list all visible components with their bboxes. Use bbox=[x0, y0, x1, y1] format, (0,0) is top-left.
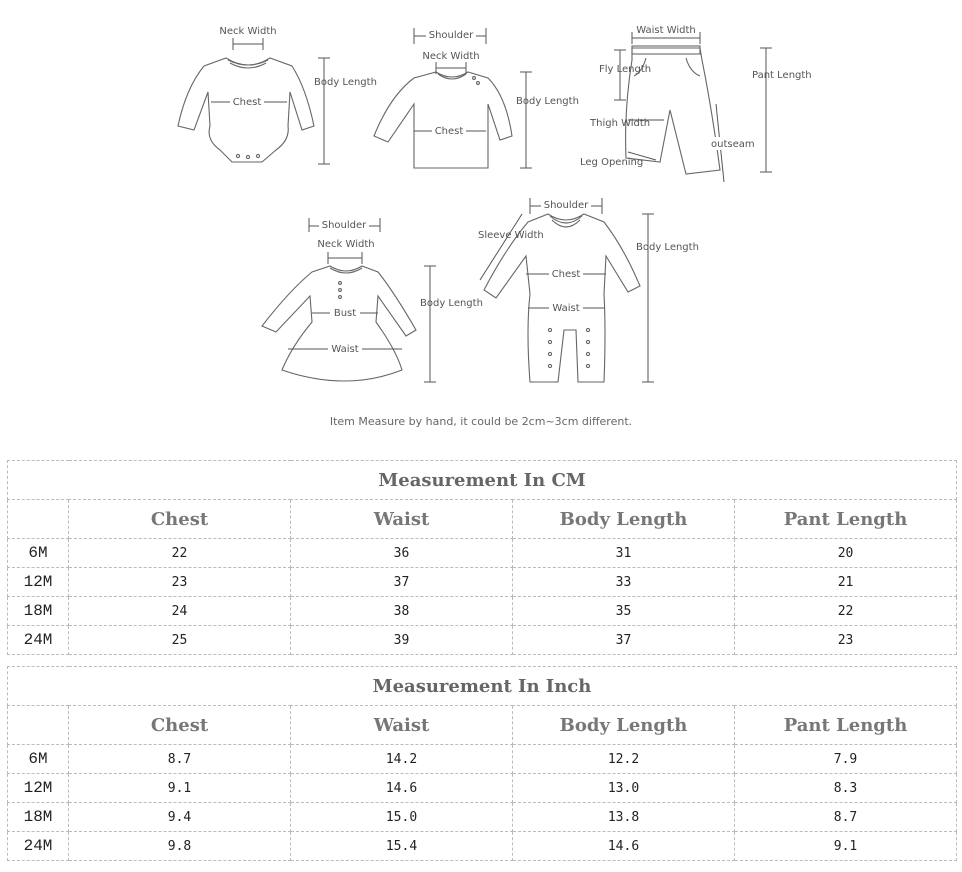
button-dot bbox=[339, 296, 342, 299]
value-cell: 21 bbox=[735, 568, 957, 597]
table-row bbox=[8, 597, 957, 626]
value-cell: 9.1 bbox=[69, 774, 291, 803]
bodysuit-collar bbox=[228, 60, 268, 65]
value-cell: 37 bbox=[513, 626, 735, 655]
table-title-row bbox=[8, 461, 957, 500]
pants-leg-opening-label: Leg Opening bbox=[580, 157, 644, 168]
table-title: Measurement In Inch bbox=[8, 667, 957, 706]
snap-dot bbox=[586, 328, 589, 331]
value-cell: 23 bbox=[69, 568, 291, 597]
value-cell: 14.6 bbox=[513, 832, 735, 861]
bodysuit-diagram bbox=[178, 26, 377, 164]
pants-diagram bbox=[580, 25, 812, 182]
value-cell: 12.2 bbox=[513, 745, 735, 774]
header-cell: Chest bbox=[69, 500, 291, 539]
header-cell: Body Length bbox=[513, 500, 735, 539]
value-cell: 22 bbox=[735, 597, 957, 626]
button-dot bbox=[339, 289, 342, 292]
button-dot bbox=[339, 282, 342, 285]
romper-waist-label: Waist bbox=[552, 303, 580, 314]
button-dot bbox=[473, 77, 476, 80]
dress-bust-label: Bust bbox=[333, 308, 357, 319]
romper-body-length-label: Body Length bbox=[636, 242, 699, 253]
pants-waist-width-label: Waist Width bbox=[636, 25, 696, 36]
tshirt-outline bbox=[374, 72, 512, 168]
size-cell: 12M bbox=[8, 568, 69, 597]
pants-pocket bbox=[686, 58, 700, 76]
tshirt-diagram bbox=[374, 28, 579, 168]
measurement-table-cm bbox=[7, 460, 957, 655]
snap-dot bbox=[548, 340, 551, 343]
header-cell: Chest bbox=[69, 706, 291, 745]
value-cell: 9.4 bbox=[69, 803, 291, 832]
size-cell: 6M bbox=[8, 539, 69, 568]
snap-dot bbox=[586, 364, 589, 367]
snap-dot bbox=[548, 352, 551, 355]
dress-shoulder-label: Shoulder bbox=[321, 220, 367, 231]
value-cell: 22 bbox=[69, 539, 291, 568]
value-cell: 13.0 bbox=[513, 774, 735, 803]
pants-pant-length-label: Pant Length bbox=[752, 70, 812, 81]
size-cell: 18M bbox=[8, 803, 69, 832]
value-cell: 24 bbox=[69, 597, 291, 626]
value-cell: 8.7 bbox=[735, 803, 957, 832]
size-cell: 24M bbox=[8, 832, 69, 861]
value-cell: 7.9 bbox=[735, 745, 957, 774]
size-cell: 18M bbox=[8, 597, 69, 626]
romper-chest-label: Chest bbox=[551, 269, 581, 280]
table-row bbox=[8, 745, 957, 774]
size-cell: 12M bbox=[8, 774, 69, 803]
table-row bbox=[8, 832, 957, 861]
tshirt-chest-label: Chest bbox=[434, 126, 464, 137]
header-cell: Waist bbox=[291, 706, 513, 745]
table-row bbox=[8, 626, 957, 655]
snap-dot bbox=[256, 154, 259, 157]
tshirt-shoulder-label: Shoulder bbox=[428, 30, 474, 41]
value-cell: 14.6 bbox=[291, 774, 513, 803]
value-cell: 37 bbox=[291, 568, 513, 597]
table-row bbox=[8, 539, 957, 568]
value-cell: 15.0 bbox=[291, 803, 513, 832]
table-title-row bbox=[8, 667, 957, 706]
measurement-table-inch bbox=[7, 666, 957, 861]
value-cell: 9.1 bbox=[735, 832, 957, 861]
value-cell: 38 bbox=[291, 597, 513, 626]
dress-neck-width-label: Neck Width bbox=[317, 239, 375, 250]
value-cell: 8.7 bbox=[69, 745, 291, 774]
table-row bbox=[8, 774, 957, 803]
value-cell: 25 bbox=[69, 626, 291, 655]
value-cell: 33 bbox=[513, 568, 735, 597]
dress-diagram bbox=[262, 218, 483, 382]
header-cell: Body Length bbox=[513, 706, 735, 745]
value-cell: 23 bbox=[735, 626, 957, 655]
value-cell: 8.3 bbox=[735, 774, 957, 803]
button-dot bbox=[477, 82, 480, 85]
snap-dot bbox=[548, 364, 551, 367]
romper-shoulder-label: Shoulder bbox=[543, 200, 589, 211]
value-cell: 31 bbox=[513, 539, 735, 568]
bodysuit-body-length-label: Body Length bbox=[314, 77, 377, 88]
header-cell: Pant Length bbox=[735, 500, 957, 539]
value-cell: 13.8 bbox=[513, 803, 735, 832]
header-cell: Pant Length bbox=[735, 706, 957, 745]
size-cell: 24M bbox=[8, 626, 69, 655]
snap-dot bbox=[586, 340, 589, 343]
value-cell: 39 bbox=[291, 626, 513, 655]
value-cell: 35 bbox=[513, 597, 735, 626]
pants-waistband bbox=[632, 46, 700, 54]
dress-body-length-label: Body Length bbox=[420, 298, 483, 309]
value-cell: 9.8 bbox=[69, 832, 291, 861]
romper-diagram bbox=[478, 198, 699, 382]
table-header-row bbox=[8, 500, 957, 539]
bodysuit-outline bbox=[178, 58, 314, 162]
tshirt-body-length-label: Body Length bbox=[516, 96, 579, 107]
value-cell: 15.4 bbox=[291, 832, 513, 861]
header-cell-empty bbox=[8, 500, 69, 539]
value-cell: 36 bbox=[291, 539, 513, 568]
tshirt-neck-width-label: Neck Width bbox=[422, 51, 480, 62]
size-cell: 6M bbox=[8, 745, 69, 774]
table-header-row bbox=[8, 706, 957, 745]
bodysuit-chest-label: Chest bbox=[232, 97, 262, 108]
header-cell: Waist bbox=[291, 500, 513, 539]
snap-dot bbox=[586, 352, 589, 355]
snap-dot bbox=[246, 155, 249, 158]
snap-dot bbox=[548, 328, 551, 331]
header-cell-empty bbox=[8, 706, 69, 745]
dress-waist-label: Waist bbox=[331, 344, 359, 355]
romper-sleeve-width-label: Sleeve Width bbox=[478, 230, 544, 241]
table-row bbox=[8, 568, 957, 597]
pants-outseam-label: outseam bbox=[711, 139, 755, 150]
pants-fly-length-label: Fly Length bbox=[599, 64, 652, 75]
measure-note: Item Measure by hand, it could be 2cm~3cm different. bbox=[329, 415, 633, 428]
pants-thigh-width-label: Thigh Width bbox=[590, 118, 651, 129]
table-title: Measurement In CM bbox=[8, 461, 957, 500]
snap-dot bbox=[236, 154, 239, 157]
table-row bbox=[8, 803, 957, 832]
value-cell: 14.2 bbox=[291, 745, 513, 774]
value-cell: 20 bbox=[735, 539, 957, 568]
bodysuit-neck-width-label: Neck Width bbox=[219, 26, 277, 37]
